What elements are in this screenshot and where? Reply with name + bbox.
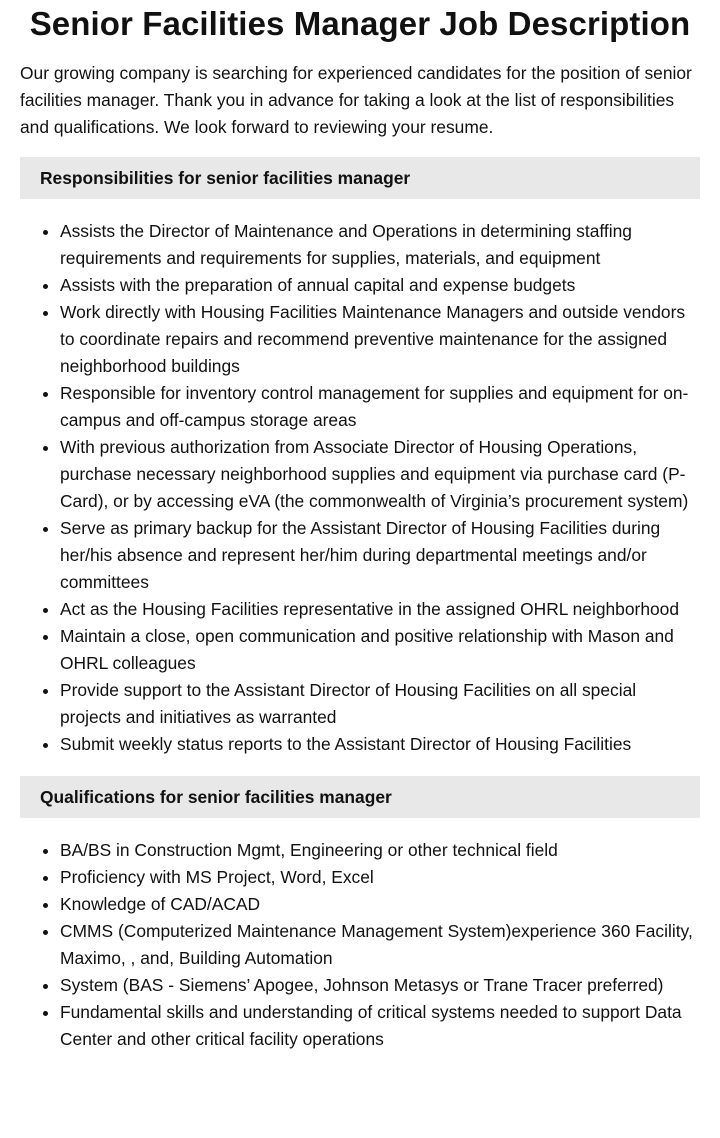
list-item: • Assists the Director of Maintenance and Operations in determining staffing requirements and requirements for supplies, materials, and equipment: [60, 218, 700, 272]
qualifications-heading: Qualifications for senior facilities manager: [20, 776, 700, 818]
list-item: • Responsible for inventory control management for supplies and equipment for on-campus and off-campus storage areas: [60, 380, 700, 434]
list-item: • Provide support to the Assistant Director of Housing Facilities on all special projects and initiatives as warranted: [60, 677, 700, 731]
list-item: • CMMS (Computerized Maintenance Management System)experience 360 Facility, Maximo, , and, Building Automation: [60, 918, 700, 972]
list-item: • Maintain a close, open communication and positive relationship with Mason and OHRL colleagues: [60, 623, 700, 677]
list-item: • With previous authorization from Associate Director of Housing Operations, purchase necessary neighborhood supplies and equipment via purchase card (P-Card), or by accessing eVA (the commonwealth of Virginia’s procurement system): [60, 434, 700, 515]
page-title: Senior Facilities Manager Job Description: [29, 5, 691, 42]
list-item: • Serve as primary backup for the Assistant Director of Housing Facilities during her/his absence and represent her/him during departmental meetings and/or committees: [60, 515, 700, 596]
responsibilities-list: [20, 218, 700, 758]
intro-paragraph: Our growing company is searching for experienced candidates for the position of senior facilities manager. Thank you in advance for taking a look at the list of responsibilities and qualifications. We look forward to reviewing your resume.: [20, 63, 692, 137]
list-item: • Act as the Housing Facilities representative in the assigned OHRL neighborhood: [60, 596, 700, 623]
list-item: • Proficiency with MS Project, Word, Excel: [60, 864, 700, 891]
responsibilities-heading: Responsibilities for senior facilities manager: [20, 157, 700, 199]
list-item: • Knowledge of CAD/ACAD: [60, 891, 700, 918]
list-item: • Work directly with Housing Facilities Maintenance Managers and outside vendors to coordinate repairs and recommend preventive maintenance for the assigned neighborhood buildings: [60, 299, 700, 380]
list-item: • System (BAS - Siemens’ Apogee, Johnson Metasys or Trane Tracer preferred): [60, 972, 700, 999]
list-item: • BA/BS in Construction Mgmt, Engineering or other technical field: [60, 837, 700, 864]
qualifications-list: [20, 837, 700, 1053]
list-item: • Fundamental skills and understanding of critical systems needed to support Data Center and other critical facility operations: [60, 999, 700, 1053]
list-item: • Submit weekly status reports to the Assistant Director of Housing Facilities: [60, 731, 700, 758]
list-item: • Assists with the preparation of annual capital and expense budgets: [60, 272, 700, 299]
